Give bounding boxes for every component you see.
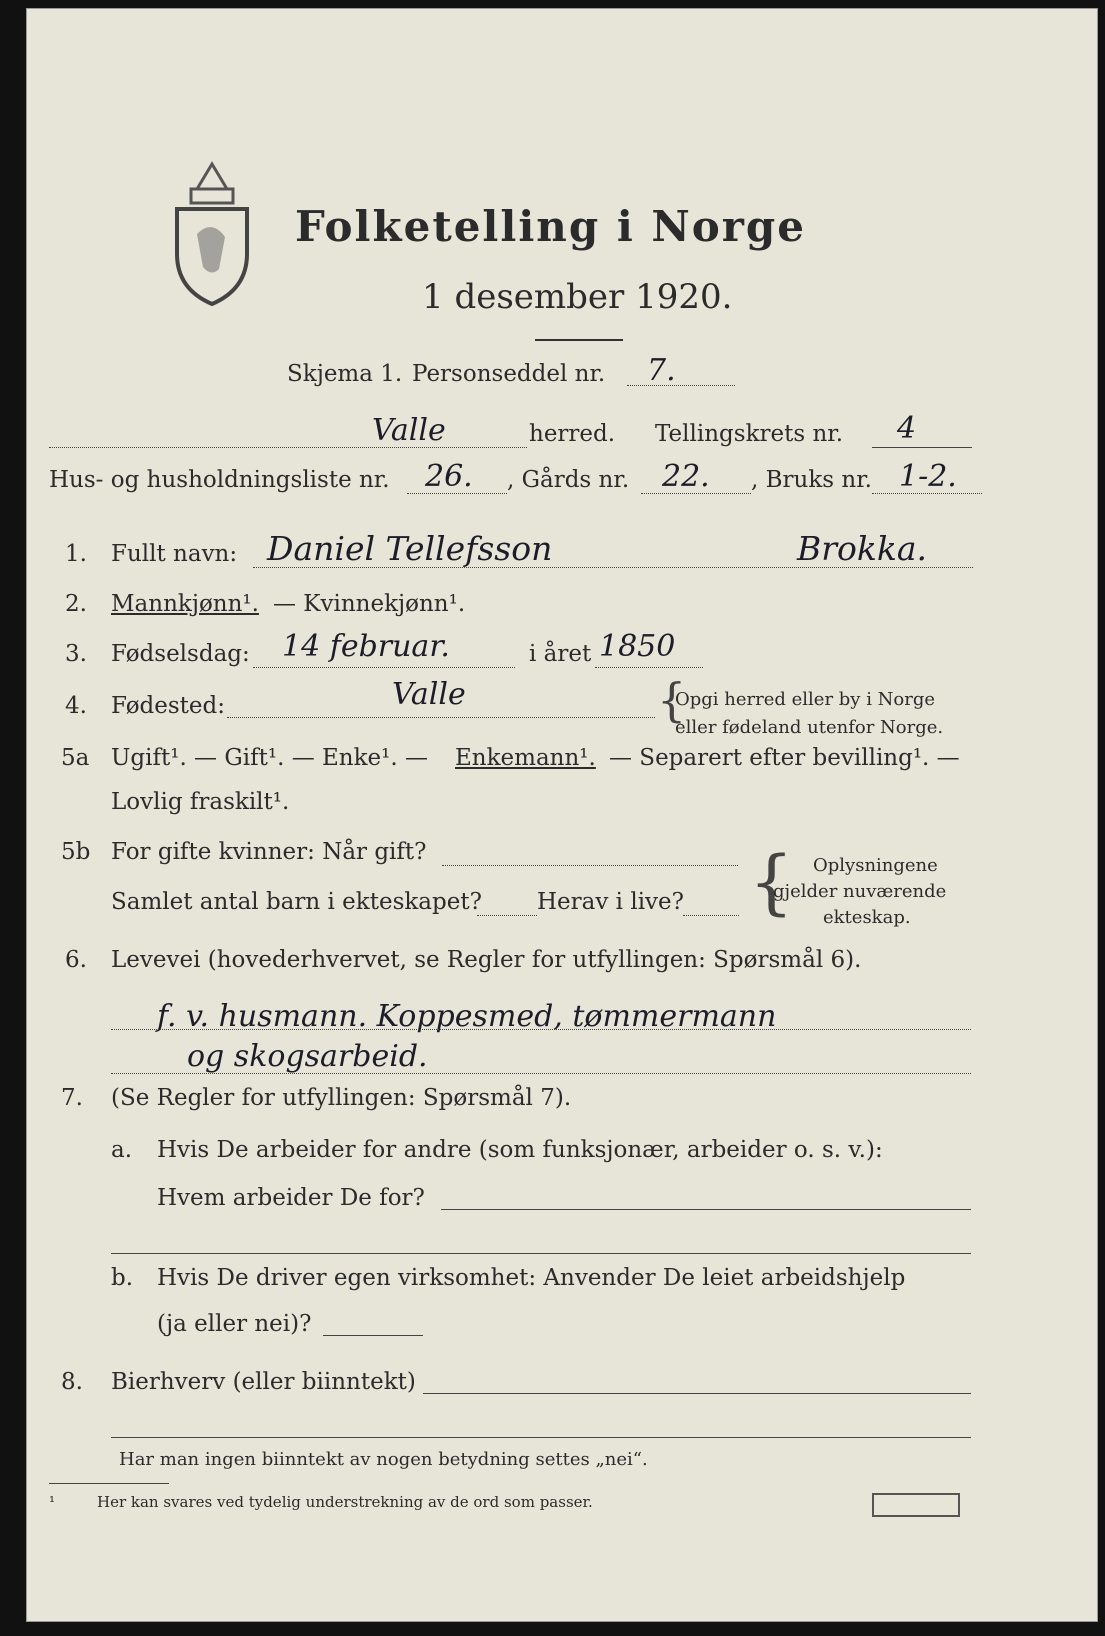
q2-male-option[interactable]: Mannkjønn¹.: [111, 591, 259, 617]
q5a-options-a[interactable]: Ugift¹. — Gift¹. — Enke¹. —: [111, 745, 429, 771]
q7-number: 7.: [61, 1085, 83, 1111]
q3-year-line: [595, 667, 703, 668]
bruks-value[interactable]: 1-2.: [899, 459, 957, 494]
herred-label: herred.: [529, 421, 616, 447]
footnote-text: Her kan svares ved tydelig understrekning av de ord som passer.: [97, 1493, 593, 1511]
q5b-label-married: For gifte kvinner: Når gift?: [111, 839, 427, 865]
q5b-alive-line: [683, 915, 739, 916]
q6-number: 6.: [65, 947, 87, 973]
q3-line: [253, 667, 515, 668]
q5a-options-b[interactable]: — Separert efter bevilling¹. —: [609, 745, 960, 771]
q7b-line: [323, 1335, 423, 1336]
title-divider: [535, 339, 623, 341]
q6-occupation-value-1[interactable]: f. v. husmann. Koppesmed, tømmermann: [157, 999, 777, 1034]
q3-birthday-value[interactable]: 14 februar.: [282, 629, 450, 664]
printer-stamp: [872, 1493, 960, 1517]
q8-line-2: [111, 1437, 971, 1438]
personseddel-line: [627, 385, 735, 386]
q5b-children-line: [477, 915, 537, 916]
q1-name-value[interactable]: Daniel Tellefsson: [267, 529, 553, 568]
q4-note-1: Opgi herred eller by i Norge: [675, 689, 936, 710]
q7a-number: a.: [111, 1137, 133, 1163]
q6-occupation-value-2[interactable]: og skogsarbeid.: [187, 1039, 428, 1074]
q8-line-1: [423, 1393, 971, 1394]
q5b-note-1: Oplysningene: [813, 855, 938, 876]
q1-number: 1.: [65, 541, 87, 567]
q7b-label-1: Hvis De driver egen virksomhet: Anvender De leiet arbeidshjelp: [157, 1265, 906, 1291]
bruks-label: , Bruks nr.: [751, 467, 872, 493]
coat-of-arms-emblem: [167, 159, 257, 309]
q7a-line-2: [111, 1253, 971, 1254]
q3-year-label: i året: [529, 641, 592, 667]
q8-label: Bierhverv (eller biinntekt): [111, 1369, 416, 1395]
gards-value[interactable]: 22.: [662, 459, 710, 494]
footnote-mark: ¹: [49, 1493, 56, 1511]
q2-female-option[interactable]: — Kvinnekjønn¹.: [273, 591, 466, 617]
q6-line-1: [111, 1029, 971, 1030]
q5b-note-3: ekteskap.: [823, 907, 911, 928]
q2-number: 2.: [65, 591, 87, 617]
gards-label: , Gårds nr.: [507, 467, 630, 493]
q5b-label-children: Samlet antal barn i ekteskapet?: [111, 889, 482, 915]
tellingskrets-line: [872, 447, 972, 448]
q7a-label-2: Hvem arbeider De for?: [157, 1185, 425, 1211]
census-date: 1 desember 1920.: [422, 277, 733, 317]
q4-brace: {: [657, 673, 687, 727]
q1-label: Fullt navn:: [111, 541, 238, 567]
q3-year-value[interactable]: 1850: [599, 629, 676, 664]
q5a-enkemann-option[interactable]: Enkemann¹.: [455, 745, 596, 771]
q4-birthplace-value[interactable]: Valle: [392, 677, 466, 712]
personseddel-value[interactable]: 7.: [647, 353, 676, 388]
footnote-rule: [49, 1483, 169, 1484]
herred-value[interactable]: Valle: [372, 413, 446, 448]
q4-line: [227, 717, 655, 718]
q3-number: 3.: [65, 641, 87, 667]
q5a-number: 5a: [61, 745, 90, 771]
tellingskrets-value[interactable]: 4: [897, 411, 917, 446]
q7b-number: b.: [111, 1265, 134, 1291]
form-title: Folketelling i Norge: [295, 202, 807, 251]
q1-surname-value[interactable]: Brokka.: [797, 529, 928, 568]
q8-note: Har man ingen biinntekt av nogen betydning settes „nei“.: [119, 1449, 648, 1470]
q7b-label-2: (ja eller nei)?: [157, 1311, 312, 1337]
q5b-number: 5b: [61, 839, 91, 865]
q4-number: 4.: [65, 693, 87, 719]
q6-label: Levevei (hovederhvervet, se Regler for utfyllingen: Spørsmål 6).: [111, 947, 862, 973]
tellingskrets-label: Tellingskrets nr.: [655, 421, 844, 447]
q7-label: (Se Regler for utfyllingen: Spørsmål 7).: [111, 1085, 572, 1111]
q5a-options-c[interactable]: Lovlig fraskilt¹.: [111, 789, 290, 815]
q4-note-2: eller fødeland utenfor Norge.: [675, 717, 944, 738]
q6-line-2: [111, 1073, 971, 1074]
personseddel-label: Personseddel nr.: [412, 361, 606, 387]
hus-label: Hus- og husholdningsliste nr.: [49, 467, 390, 493]
census-form: [26, 8, 1098, 1622]
q5b-married-line: [442, 865, 738, 866]
q4-label: Fødested:: [111, 693, 226, 719]
q5b-brace: {: [749, 841, 794, 923]
hus-value[interactable]: 26.: [425, 459, 473, 494]
q5b-note-2: gjelder nuværende: [773, 881, 947, 902]
q8-number: 8.: [61, 1369, 83, 1395]
skjema-label: Skjema 1.: [287, 361, 403, 387]
q5b-label-alive: Herav i live?: [537, 889, 684, 915]
herred-line: [49, 447, 527, 448]
q7a-line-1: [441, 1209, 971, 1210]
q7a-label-1: Hvis De arbeider for andre (som funksjonær, arbeider o. s. v.):: [157, 1137, 883, 1163]
q3-label: Fødselsdag:: [111, 641, 250, 667]
